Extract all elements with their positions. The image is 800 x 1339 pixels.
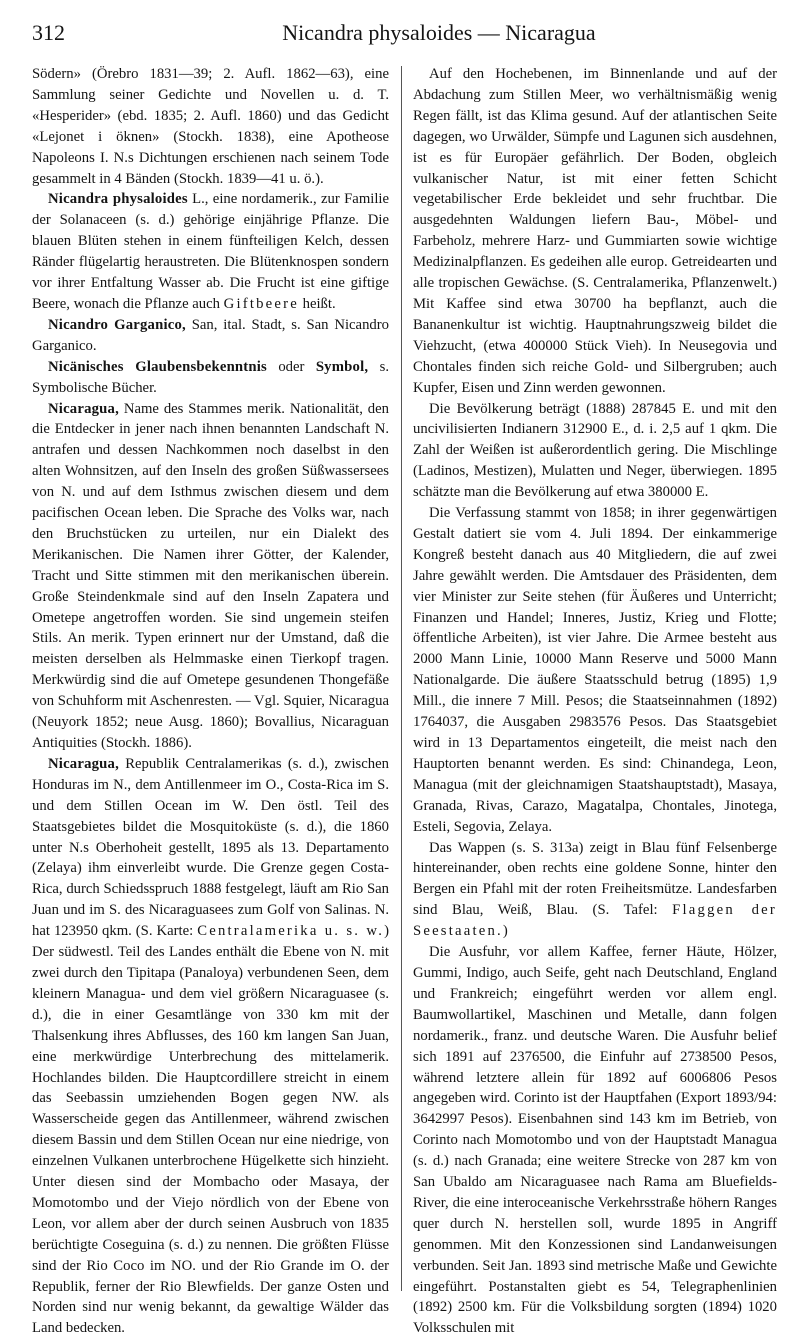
entry-text: Republik Centralamerikas (s. d.), zwischen Honduras im N., dem Antillenmeer im O., Costa-Rica im S. und dem Stillen Ocean im W. Den östl. Teil des Staatsgebietes bildet die Mosquitoküste (s. d.), die 1860 unter N.s Oberhoheit gestellt, 1895 als 13. Departamento (Zelaya) ihm einverleibt wurde. Die Grenze gegen Costa-Rica, durch Schiedsspruch 1888 festgelegt, läuft am Rio San Juan und im S. des Nicaraguasees zum Golf von Salinas. N. hat 123950 qkm. (S. Karte: [32, 755, 389, 940]
page-header [32, 20, 776, 50]
entry-text-end: s. Symbolische Bücher. [32, 358, 389, 396]
running-head: Nicandra physaloides — Nicaragua [282, 20, 596, 45]
column-divider [401, 66, 402, 1291]
headword: Nicaragua, [48, 400, 119, 417]
left-column [32, 64, 389, 1339]
entry-text-end: heißt. [298, 295, 336, 312]
entry-nicaenisches-glaubensbekenntnis [32, 357, 389, 399]
paragraph-text-end: ) [502, 923, 508, 940]
paragraph-text: Die Verfassung stammt von 1858; in ihrer gegenwärtigen Gestalt datiert sie vom 4. Juli 1894. Der einkammerige Kongreß besteht danach aus 40 Mitgliedern, die auf zwei Jahre gewählt werden. Die Amtsdauer des Präsidenten, dem vier Minister zur Seite stehen (für Äußeres und Unterricht; Finanzen und Handel; Inneres, Justiz, Krieg und Flotte; öffentliche Arbeiten), ist vier Jahre. Die Armee besteht aus 2000 Mann Linie, 10000 Mann Reserve und 5000 Mann Nationalgarde. Die äußere Staatsschuld betrug (1895) 1,9 Mill., die innere 7 Mill. Pesos; die Staatseinnahmen (1892) 1764037, die Ausgaben 2983576 Pesos. Das Staatsgebiet wird in 13 Departamentos eingeteilt, die meist nach den Hauptorten benannt werden. Es sind: Chinandega, Leon, Managua (mit der gleichnamigen Staatshauptstadt), Masaya, Granada, Rivas, Carazo, Magatalpa, Chontales, Jinotega, Esteli, Segovia, Zelaya. [413, 505, 777, 835]
headword: Nicaragua, [48, 755, 119, 772]
paragraph-text: Auf den Hochebenen, im Binnenlande und auf der Abdachung zum Stillen Meer, wo verhältnismäßig wenig Regen fällt, ist das Klima gesund. Auf der atlantischen Seite dagegen, wo Urwälder, Sümpfe und Lagunen sich ausdehnen, ist es für Europäer gefährlich. Der Boden, obgleich vulkanischer Natur, ist mit einer fetten Schicht vegetabilischer Erde bekleidet und sehr fruchtbar. Die ausgedehnten Waldungen liefern Bau-, Möbel- und Farbeholz, mehrere Harz- und Gummiarten sowie wichtige Medizinalpflanzen. Es gedeihen alle europ. Getreidearten und alle tropischen Gewächse. (S. Centralamerika, Pflanzenwelt.) Mit Kaffee sind etwa 30700 ha bepflanzt, auch die Bananenkultur ist wichtig. Hauptnahrungszweig bildet die Viehzucht, (etwa 400000 Stück Vieh). In Neusegovia und Chontales finden sich reiche Gold- und Silbergruben; auch Kupfer, Eisen und Zinn werden gewonnen. [413, 66, 777, 396]
entry-text: L., eine nordamerik., zur Familie der Solanaceen (s. d.) gehörige einjährige Pflanze. Die blauen Blüten stehen in einem fünfteiligen Kelch, dessen Ränder flügelartig heraustreten. Die Blütenknospen sondern vor ihrer Entfaltung Wasser ab. Die Frucht ist eine giftige Beere, wonach die Pflanze auch [32, 191, 389, 312]
headword: Nicandra physaloides [48, 191, 188, 208]
paragraph [32, 64, 389, 189]
paragraph-constitution [413, 503, 777, 838]
entry-nicaragua-people [32, 399, 389, 754]
spaced-term: Giftbeere [223, 295, 299, 312]
entry-nicandra-physaloides [32, 189, 389, 314]
paragraph-coat-of-arms [413, 838, 777, 943]
headword-alt: Symbol, [315, 358, 369, 375]
entry-text: Name des Stammes merik. Nationalität, den die Entdecker in jener nach ihnen benannten Landschaft N. antrafen und dessen Nachkommen noch daselbst in den alten Wohnsitzen, auf den Inseln des großen Süßwassersees von N. und auf dem Isthmus zwischen diesem und dem pacifischen Ocean leben. Die Sprache des Volks war, nach den Bruchstücken zu urteilen, nur ein Dialekt des Merikanischen. Die Namen ihrer Götter, der Kalender, Tracht und Sitte stimmen mit den merikanischen überein. Große Steindenkmale sind auf den Inseln Zapatera und Ometepe angetroffen worden. Sie sind ungemein steifen Stils. An merik. Typen erinnert nur der Umstand, daß die meisten derselben als Helmmaske einen Tierkopf tragen. Merkwürdig sind die auf Ometepe gesundenen Thongefäße von Schuhform mit Aschenresten. — Vgl. Squier, Nicaragua (Neuyork 1852; neue Ausg. 1860); Bovallius, Nicaraguan Antiquities (Stockh. 1886). [32, 400, 389, 751]
headword: Nicänisches Glaubensbekenntnis [48, 358, 267, 375]
page-number: 312 [32, 20, 65, 45]
entry-nicandro-garganico [32, 315, 389, 357]
paragraph-climate [413, 64, 777, 399]
entry-nicaragua-republic [32, 754, 389, 1339]
headword: Nicandro Garganico, [48, 316, 186, 333]
spaced-term: Centralamerika u. s. w. [197, 923, 385, 940]
right-column [413, 64, 777, 1339]
entry-text-end: ) Der südwestl. Teil des Landes enthält die Ebene von N. mit zwei durch den Tipitapa (Panaloya) verbundenen Seen, dem kleinern Managua- und dem viel größern Nicaraguasee (s. d.), die in einer Gesamtlänge von 330 km mit der Thalsenkung ihres Abflusses, des 160 km langen San Juan, eine merkwürdige Unterbrechung des mittelamerik. Hochlandes bilden. Die Hauptcordillere streicht in einem das Seebassin umziehenden Bogen gegen NW. als Wasserscheide gegen das Antillenmeer, während zwischen diesem Bassin und dem Stillen Ocean nur eine niedrige, von einzelnen Vulkanen unterbrochene Hügelkette sich hinzieht. Unter diesen sind der Mombacho oder Masaya, der Momotombo und der Viejo nördlich von der Ebene von Leon, vor allem aber der durch seinen Ausbruch von 1835 berüchtigte Coseguina (s. d.) zu nennen. Die größten Flüsse sind der Rio Coco im NO. und der Rio Grande im O. der Republik, ferner der Rio Blewfields. Der ganze Osten und Norden sind nur wenig bekannt, da gewaltige Wälder das Land bedecken. [32, 923, 390, 1337]
entry-text: San, ital. Stadt, s. San Nicandro Garganico. [32, 316, 389, 354]
paragraph-population [413, 399, 777, 504]
paragraph-trade [413, 942, 777, 1339]
paragraph-text: Die Ausfuhr, vor allem Kaffee, ferner Häute, Hölzer, Gummi, Indigo, auch Seife, geht nach Deutschland, England und Frankreich; eingeführt werden vor allem engl. Baumwollartikel, Maschinen und Metalle, dann folgen nordamerik., franz. und deutsche Waren. Die Ausfuhr belief sich 1891 auf 2376500, die Einfuhr auf 2738500 Pesos, während letztere allein für 1892 auf 6006806 Pesos angegeben wird. Corinto ist der Hauptfahen (Export 1893/94: 3642997 Pesos). Eisenbahnen sind 143 km im Betrieb, von Corinto nach Momotombo und von der Hauptstadt Managua (s. d.) nach Granada; eine weitere Strecke von 287 km von San Ubaldo am Nicaraguasee nach Rama am Bluefields-River, die eine interoceanische Verkehrsstraße höhern Ranges quer durch N. herstellen soll, wurde 1895 in Angriff genommen. Mit den Konzessionen sind Landanweisungen verbunden. Seit Jan. 1893 sind metrische Maße und Gewichte eingeführt. Postanstalten giebt es 54, Telegraphenlinien (1892) 2500 km. Für die Volksbildung sorgten (1894) 1020 Volksschulen mit [413, 944, 777, 1337]
entry-text: oder [266, 358, 316, 375]
paragraph-text: Die Bevölkerung beträgt (1888) 287845 E. und mit den uncivilisierten Indianern 312900 E., d. i. 2,5 auf 1 qkm. Die Zahl der Weißen ist außerordentlich gering. Die Mischlinge (Ladinos, Mestizen), Mulatten und Neger, überwiegen. 1895 schätzte man die Bevölkerung auf etwa 380000 E. [413, 400, 777, 501]
spaced-term: Flaggen der Seestaaten. [413, 902, 777, 940]
paragraph-text: Das Wappen (s. S. 313a) zeigt in Blau fünf Felsenberge hintereinander, oben rechts eine goldene Sonne, hinter den Bergen ein Pfahl mit der roten Freiheitsmütze. Landesfarben sind Blau, Weiß, Blau. (S. Tafel: [413, 839, 777, 919]
paragraph-text: Södern» (Örebro 1831—39; 2. Aufl. 1862—63), eine Sammlung seiner Gedichte und Novellen u. d. T. «Hesperider» (ebd. 1835; 2. Aufl. 1860) und das Gedicht «Lejonet i öknen» (Stockh. 1838), eine Apotheose Napoleons I. N.s Dichtungen erschienen nach seinem Tode gesammelt in 4 Bänden (Stockh. 1839—41 u. ö.). [32, 66, 389, 187]
